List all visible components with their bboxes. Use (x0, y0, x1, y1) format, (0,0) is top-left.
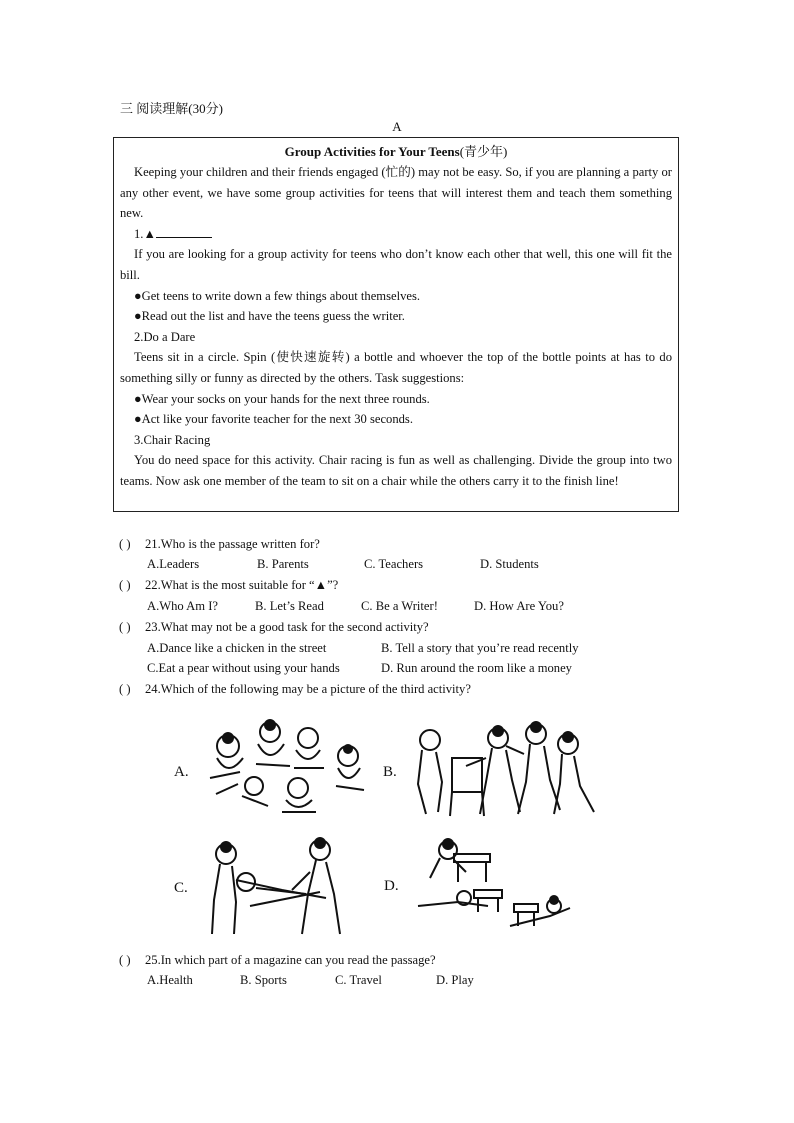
question-25-options (147, 973, 474, 988)
question-stem: 23.What may not be a good task for the second activity? (145, 620, 429, 634)
picture-d-label: D. (384, 878, 399, 894)
option-d: D. How Are You? (474, 599, 564, 613)
answer-bracket[interactable]: ( ) (119, 578, 131, 592)
picture-a-circle-kids (198, 716, 378, 816)
option-a: A.Leaders (147, 557, 200, 571)
picture-b-label: B. (383, 764, 397, 780)
question-23 (119, 620, 429, 635)
item2-bullet-2: ●Act like your favorite teacher for the next 30 seconds. (134, 412, 413, 427)
option-c: C. Teachers (364, 557, 424, 571)
option-b: B. Tell a story that you’re read recently (381, 641, 579, 655)
question-stem: 25.In which part of a magazine can you read the passage? (145, 953, 436, 967)
item3-text: You do need space for this activity. Chair racing is fun as well as challenging. Divide the group into two teams. Now ask one member of the team to sit on a chair while the others carry it to the finish line! (120, 453, 672, 488)
picture-a-label: A. (174, 764, 189, 780)
passage-title-english: Group Activities for Your Teens (284, 144, 460, 159)
picture-c-label: C. (174, 880, 188, 896)
option-c: C. Be a Writer! (361, 599, 438, 613)
question-24 (119, 682, 471, 697)
option-d: D. Play (436, 973, 474, 987)
question-25 (119, 953, 436, 968)
item1-bullet-1: ●Get teens to write down a few things about themselves. (134, 288, 421, 303)
item1-number: 1.▲ (134, 226, 156, 241)
option-c: C. Travel (335, 973, 382, 987)
question-23-options-row1 (147, 641, 579, 656)
answer-bracket[interactable]: ( ) (119, 620, 131, 634)
passage-label: A (392, 119, 402, 134)
item3-heading: 3.Chair Racing (134, 432, 211, 447)
picture-b-chair-race (408, 718, 603, 822)
item1-heading (120, 224, 672, 245)
question-stem: 21.Who is the passage written for? (145, 537, 320, 551)
option-b: B. Let’s Read (255, 599, 324, 613)
item2-text: Teens sit in a circle. Spin (使快速旋转) a bottle and whoever the top of the bottle points at has to do something silly or funny as directed by the others. Task suggestions: (120, 350, 672, 385)
section-title: 三 阅读理解(30分) (120, 101, 223, 116)
option-a: A.Health (147, 973, 193, 987)
question-23-options-row2 (147, 661, 572, 676)
answer-blank (156, 224, 212, 238)
question-21 (119, 537, 320, 552)
passage-body (114, 162, 678, 492)
item1-text: If you are looking for a group activity for teens who don’t know each other that well, this one will fit the bill. (120, 247, 672, 282)
option-a: A.Who Am I? (147, 599, 218, 613)
passage-title-chinese: (青少年) (459, 144, 508, 159)
question-stem: 24.Which of the following may be a picture of the third activity? (145, 682, 471, 696)
option-c: C.Eat a pear without using your hands (147, 661, 340, 675)
item2-bullet-1: ●Wear your socks on your hands for the next three rounds. (134, 391, 430, 406)
question-stem: 22.What is the most suitable for “▲”? (145, 578, 339, 592)
question-22-options (147, 599, 564, 614)
question-21-options (147, 557, 539, 572)
item2-heading: 2.Do a Dare (134, 329, 196, 344)
option-b: B. Parents (257, 557, 309, 571)
passage-title (114, 142, 678, 162)
option-d: D. Run around the room like a money (381, 661, 572, 675)
picture-c-carrying (200, 836, 362, 938)
question-22 (119, 578, 338, 593)
picture-d-crawling (414, 838, 576, 938)
answer-bracket[interactable]: ( ) (119, 537, 131, 551)
option-d: D. Students (480, 557, 539, 571)
passage-intro: Keeping your children and their friends engaged (忙的) may not be easy. So, if you are planning a party or any other event, we have some group activities for teens that will interest them and teach them something new. (120, 165, 672, 221)
passage-box (113, 137, 679, 512)
option-a: A.Dance like a chicken in the street (147, 641, 327, 655)
option-b: B. Sports (240, 973, 287, 987)
item1-bullet-2: ●Read out the list and have the teens guess the writer. (134, 309, 405, 324)
answer-bracket[interactable]: ( ) (119, 682, 131, 696)
answer-bracket[interactable]: ( ) (119, 953, 131, 967)
